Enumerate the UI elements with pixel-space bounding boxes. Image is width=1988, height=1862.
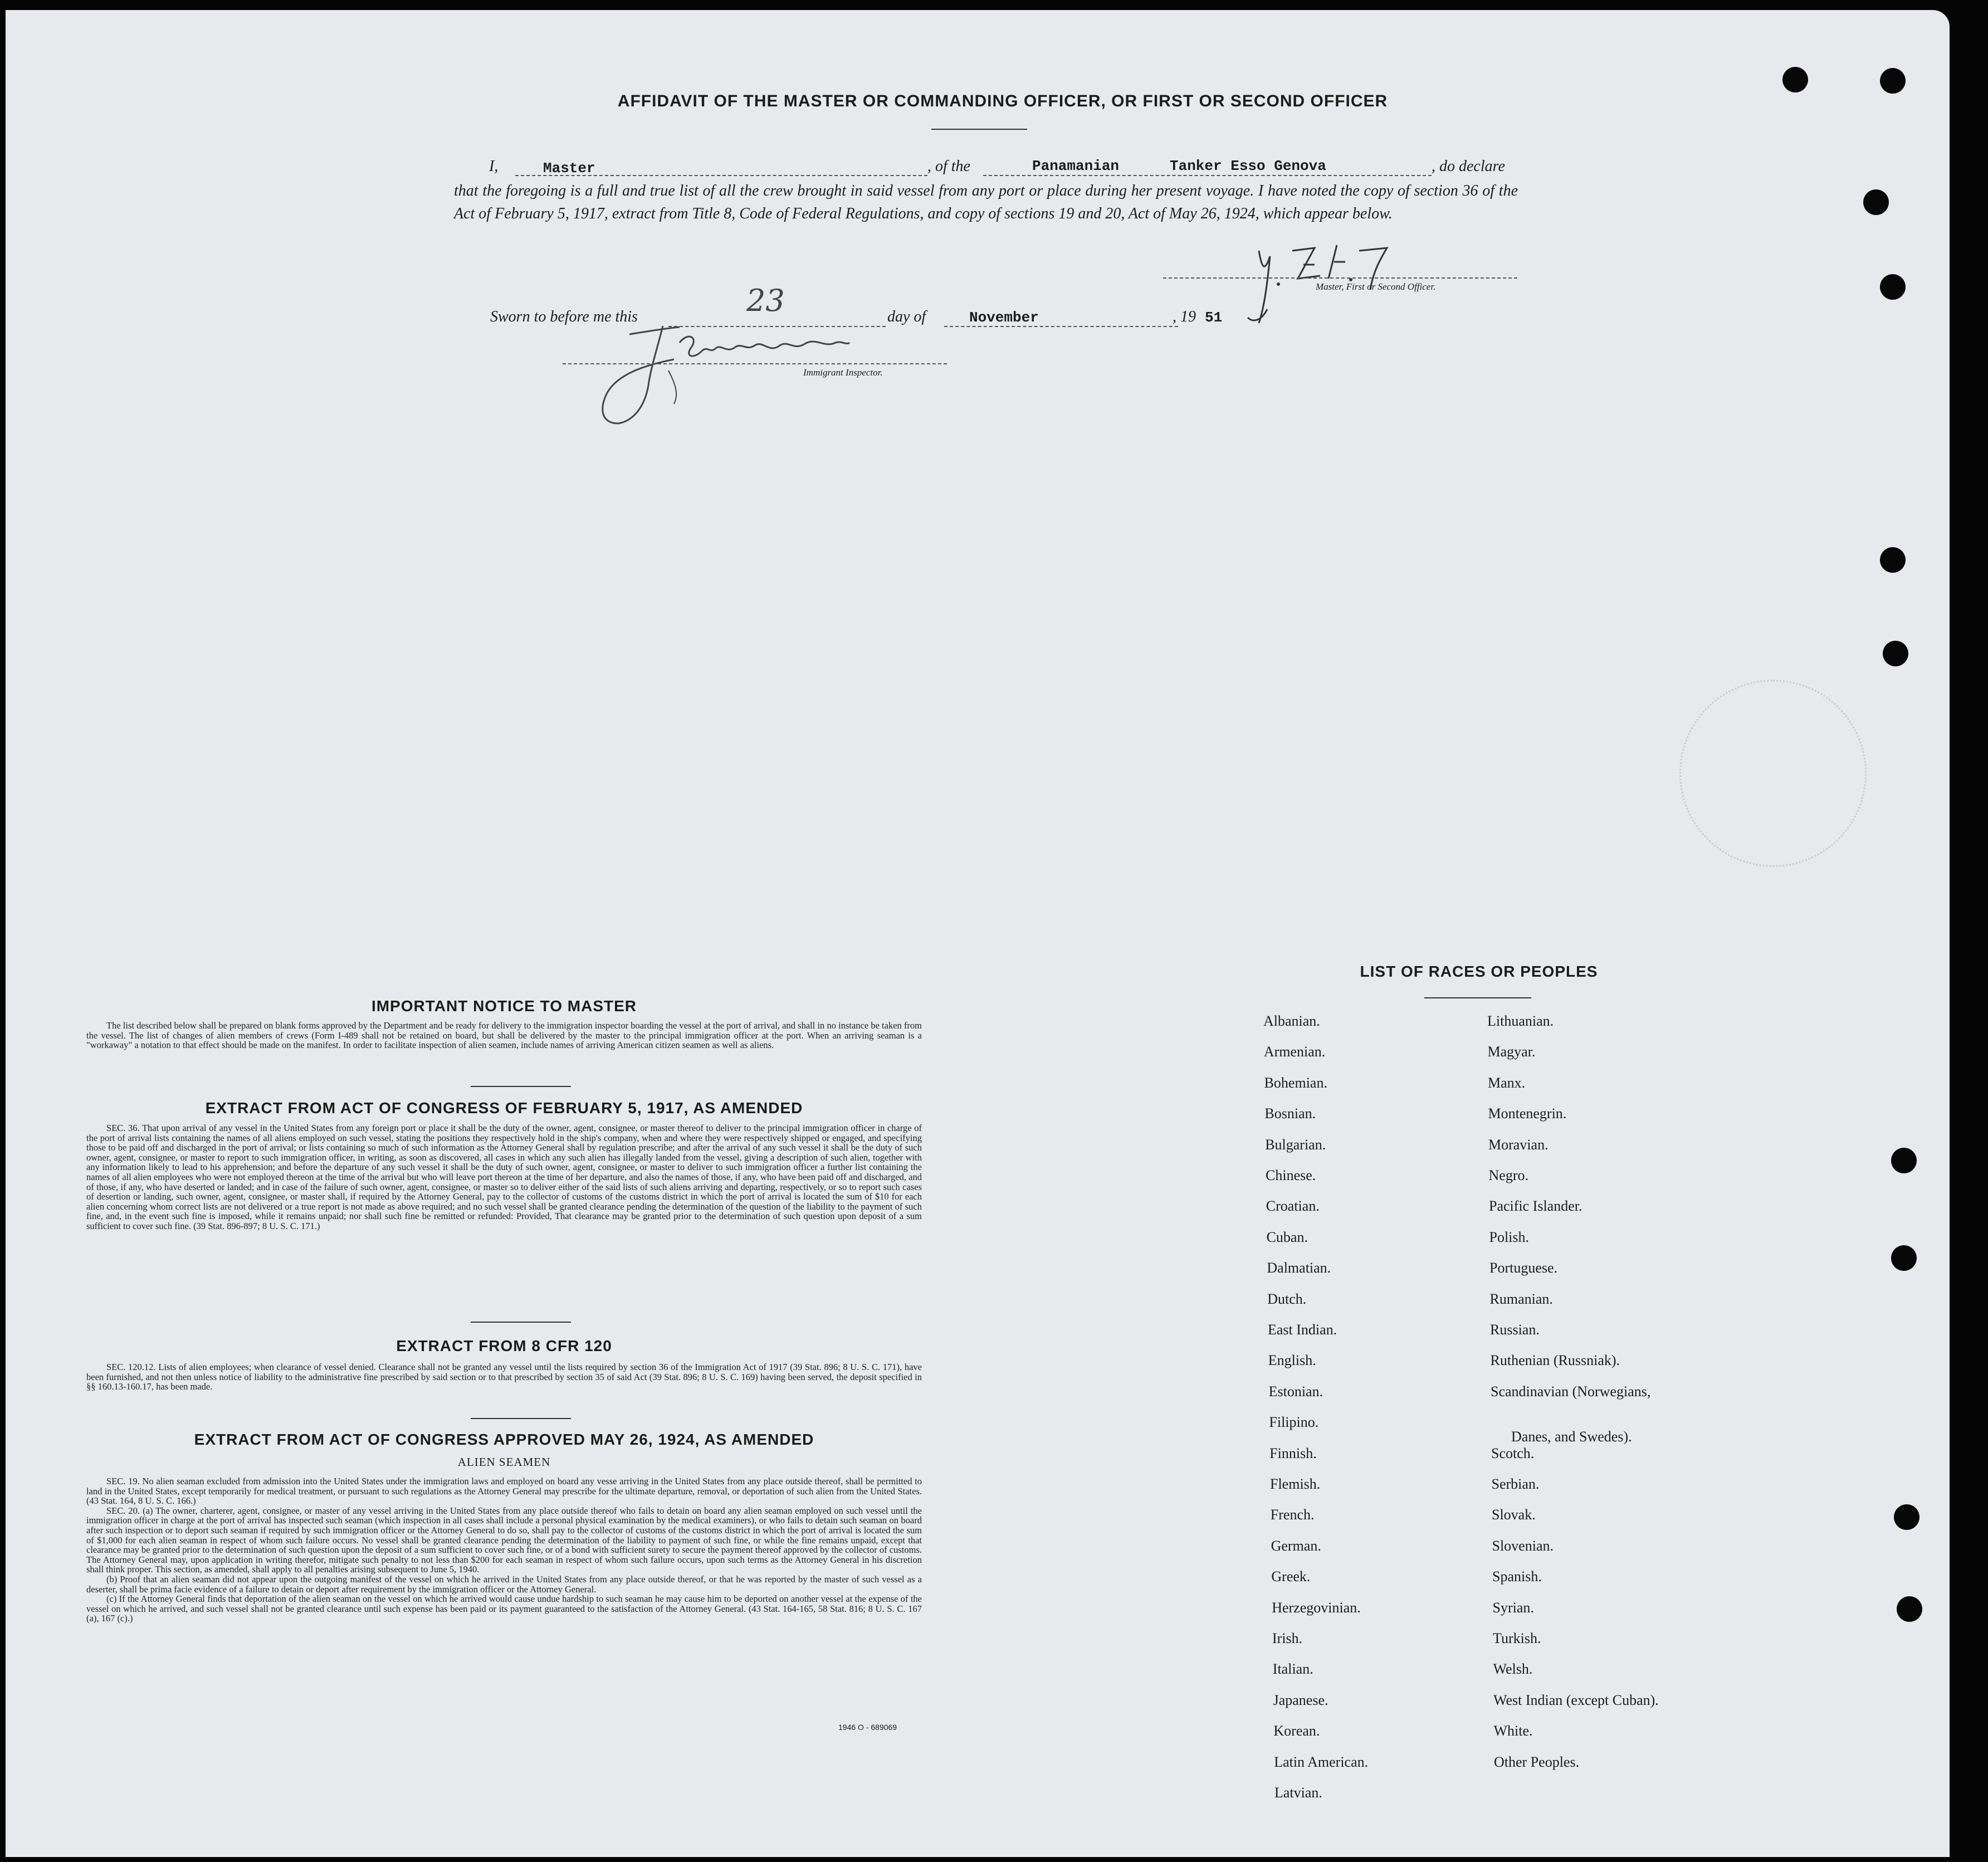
blank-rule: [563, 363, 947, 364]
race-item: Herzegovinian.: [1272, 1599, 1361, 1616]
binder-hole: [1891, 1148, 1917, 1173]
binder-hole: [1883, 641, 1908, 666]
binder-hole: [1880, 274, 1906, 300]
notice-title: IMPORTANT NOTICE TO MASTER: [371, 997, 637, 1015]
race-item: Italian.: [1272, 1661, 1313, 1678]
race-item: Magyar.: [1487, 1044, 1536, 1060]
race-item: Flemish.: [1270, 1476, 1321, 1492]
race-item: Finnish.: [1269, 1445, 1317, 1461]
race-item: Ruthenian (Russniak).: [1490, 1352, 1620, 1369]
binder-hole: [1894, 1504, 1919, 1530]
master-signature-caption: Master, First or Second Officer.: [1316, 281, 1436, 292]
faded-stamp: [1679, 680, 1867, 867]
binder-hole: [1880, 68, 1906, 94]
race-item: West Indian (except Cuban).: [1493, 1692, 1659, 1708]
race-item: Irish.: [1272, 1630, 1303, 1646]
extract-1917-title: EXTRACT FROM ACT OF CONGRESS OF FEBRUARY 5, 1917, AS AMENDED: [205, 1099, 803, 1117]
race-item: Latvian.: [1274, 1785, 1322, 1801]
sec20b-paragraph: (b) Proof that an alien seaman did not appear upon the outgoing manifest of the vessel on which he arrived in the United States from any place outside thereof, or that he was reported by the master of such vessel as a deserter, shall be prima facie evidence of a failure to detain or deport after requirement by the immigration officer or the Attorney General.: [86, 1573, 922, 1595]
section-rule: [471, 1418, 571, 1419]
race-item: Slovenian.: [1492, 1537, 1554, 1554]
section-rule: [471, 1322, 571, 1323]
blank-rule: [944, 326, 1178, 327]
sworn-day: 23: [746, 283, 785, 318]
race-item: Welsh.: [1493, 1661, 1533, 1678]
declarant-title: Master: [543, 160, 595, 177]
extract-cfr-text: [86, 1362, 922, 1392]
sec20c-paragraph: (c) If the Attorney General finds that deportation of the alien seaman on the vessel on which he arrived would cause undue hardship to such seaman he may cause him to be deported on another vessel at the expense of the vessel on which he arrived, and such vessel shall not be granted clearance until such expense has been paid or its payment guaranteed to the satisfaction of the Attorney General. (43 Stat. 164-165, 58 Stat. 816; 8 U. S. C. 167 (a), 167 (c).): [86, 1593, 922, 1624]
race-item: Other Peoples.: [1494, 1753, 1580, 1770]
of-the-label: , of the: [927, 158, 970, 175]
race-item: Russian.: [1490, 1322, 1540, 1338]
race-item: Scandinavian (Norwegians,: [1491, 1383, 1651, 1400]
sec19-paragraph: SEC. 19. No alien seaman excluded from admission into the United States under the immigration laws and employed on board any vesse arriving in the United States from any place outside thereof, shall be permitted to land in the United States, except temporarily for medical treatment, or pursuant to such regulations as the Attorney General may prescribe for the ultimate departure, removal, or deportation of such alien from the United States. (43 Stat. 164, 8 U. S. C. 166.): [86, 1476, 922, 1507]
extract-cfr-title: EXTRACT FROM 8 CFR 120: [396, 1337, 612, 1354]
section-rule: [471, 1086, 571, 1087]
vessel-name: Tanker Esso Genova: [1170, 158, 1326, 174]
race-item: Bosnian.: [1264, 1105, 1316, 1122]
race-item: English.: [1268, 1352, 1316, 1369]
notice-paragraph: The list described below shall be prepared on blank forms approved by the Department and be ready for delivery to the immigration inspector boarding the vessel at the port of arrival, and shall in no instance be taken from the vessel. The list of changes of alien members of crews (Form I-489 shall not be retained on board, but shall be delivered by the master to the principal immigration officer at the port. When an arriving seaman is a "workaway" a notation to that effect should be made on the manifest. In order to facilitate inspection of alien seamen, include names of arriving American citizen seamen as well as aliens.: [86, 1020, 922, 1051]
binder-hole: [1897, 1596, 1922, 1622]
race-item: Spanish.: [1492, 1568, 1542, 1585]
race-item: Pacific Islander.: [1489, 1198, 1582, 1215]
notice-text: [86, 1021, 922, 1050]
race-item: Manx.: [1488, 1074, 1526, 1091]
race-item: Latin American.: [1274, 1753, 1369, 1770]
race-item: Montenegrin.: [1488, 1105, 1567, 1122]
blank-rule: [983, 175, 1432, 176]
race-item: Dutch.: [1267, 1290, 1307, 1307]
race-item: Serbian.: [1491, 1476, 1540, 1492]
affidavit-line-1: [489, 158, 498, 176]
race-item: Albanian.: [1263, 1013, 1320, 1029]
race-item: Bohemian.: [1264, 1074, 1327, 1091]
binder-hole: [1782, 67, 1808, 92]
race-item: Croatian.: [1266, 1198, 1320, 1215]
sworn-year: 51: [1205, 309, 1223, 326]
race-item: Polish.: [1489, 1229, 1530, 1245]
extract-1917-text: [86, 1123, 922, 1231]
sec120-paragraph: SEC. 120.12. Lists of alien employees; when clearance of vessel denied. Clearance shall not be granted any vessel until the lists required by section 36 of the Immigration Act of 1917 (39 Stat. 896; 8 U. S. C. 171), have been furnished, and not then unless notice of liability to the administrative fine prescribed by said section or to that prescribed by section 35 of said Act (39 Stat. 896; 8 U. S. C. 169) having been served, the deposit specified in §§ 160.13-160.17, has been made.: [86, 1362, 922, 1392]
sec20a-paragraph: SEC. 20. (a) The owner, charterer, agent, consignee, or master of any vessel arriving in the United States from any place outside thereof who fails to detain on board any alien seaman employed on such vessel until the immigration officer in charge at the port of arrival has inspected such seaman (which inspection in all cases shall include a personal physical examination by the medical examiners), or who fails to detain such seaman on board after such inspection or to deport such seaman if required by such immigration officer or the Attorney General to do so, shall pay to the collector of customs of the customs district in which the port of arrival is located the sum of $1,000 for each alien seaman in respect of whom such failure occurs. No vessel shall be granted clearance pending the determination of the liability to payment of such fine, or while the fine remains unpaid, except that clearance may be granted prior to the determination of such question upon the deposit of a sum sufficient to cover such fine, or of a bond with sufficient surety to secure the payment thereof approved by the collector of customs. The Attorney General may, upon application in writing therefor, mitigate such penalty to not less than $200 for each seaman in respect of whom such failure occurs, upon such terms as the Attorney General in his discretion shall think proper. This section, as amended, shall apply to all penalties arising subsequent to June 5, 1940.: [86, 1505, 922, 1575]
race-item: Turkish.: [1493, 1630, 1541, 1646]
extract-1924-title: EXTRACT FROM ACT OF CONGRESS APPROVED MAY 26, 1924, AS AMENDED: [194, 1431, 814, 1448]
race-item: White.: [1493, 1723, 1533, 1739]
race-item: Filipino.: [1269, 1414, 1319, 1431]
sworn-month: November: [969, 309, 1039, 326]
do-declare-label: , do declare: [1432, 158, 1505, 175]
alien-seamen-subtitle: ALIEN SEAMEN: [457, 1455, 551, 1469]
sec36-paragraph: SEC. 36. That upon arrival of any vessel in the United States from any foreign port or place it shall be the duty of the owner, agent, consignee, or master thereof to deliver to the principal immigration officer in charge of the port of arrival lists containing the names of all aliens employed on such vessel, stating the positions they respectively hold in the ship's company, when and where they were respectively shipped or engaged, and specifying those to be paid off and discharged in the port of arrival; or lists containing so much of such information as the Attorney General shall by regulation prescribe; and after the arrival of any such vessel it shall be the duty of such owner, agent, consignee, or master to report to such immigration officer, in writing, as soon as discovered, all cases in which any such alien has illegally landed from the vessel, giving a description of such alien, together with any information likely to lead to his apprehension; and before the departure of any such vessel it shall be the duty of such owner, agent, consignee, or master to deliver to such immigration officer a further list containing the names of all alien employees who were not employed thereon at the time of the arrival but who will leave port thereon at the time of her departure, and also the names of those, if any, who have been paid off and discharged, and of those, if any, who have deserted or landed; and in case of the failure of such owner, agent, consignee, or master so to deliver either of the said lists of such aliens arriving and departing, respectively, or so to report such cases of desertion or landing, such owner, agent, consignee, or master shall, if required by the Attorney General, pay to the collector of customs of the customs district in which the port of arrival is located the sum of $10 for each alien concerning whom correct lists are not delivered or a true report is not made as above required; and no such vessel shall be granted clearance pending the determination of the question of the liability to the payment of such fine, and, in the event such fine is imposed, while it remains unpaid; nor shall such fine be remitted or refunded: Provided, That clearance may be granted prior to the determination of such question upon deposit of a sum sufficient to cover such fine. (39 Stat. 896-897; 8 U. S. C. 171.): [86, 1123, 922, 1231]
sworn-prefix: Sworn to before me this: [490, 308, 638, 325]
race-item: Japanese.: [1273, 1692, 1328, 1708]
binder-hole: [1863, 189, 1889, 215]
race-item: Syrian.: [1492, 1599, 1534, 1616]
race-item: Armenian.: [1263, 1044, 1326, 1060]
race-item: French.: [1270, 1507, 1315, 1523]
race-item: Danes, and Swedes).: [1511, 1429, 1632, 1445]
extract-1924-text: [86, 1476, 922, 1624]
declarant-prefix: I,: [489, 158, 499, 175]
races-title: LIST OF RACES OR PEOPLES: [1360, 963, 1598, 980]
print-code: 1946 O - 689069: [838, 1723, 897, 1732]
affidavit-body: that the foregoing is a full and true list of all the crew brought in said vessel from any port or place during her present voyage. I have noted the copy of section 36 of the Act of February 5, 1917, extract from Title 8, Code of Federal Regulations, and copy of sections 19 and 20, Act of May 26, 1924, which appear below.: [454, 182, 1518, 222]
race-item: Dalmatian.: [1267, 1260, 1331, 1276]
vessel-nationality: Panamanian: [1032, 158, 1120, 174]
race-item: Rumanian.: [1489, 1290, 1553, 1307]
race-item: Chinese.: [1266, 1167, 1316, 1183]
race-item: Cuban.: [1266, 1229, 1308, 1245]
race-item: Scotch.: [1491, 1445, 1535, 1461]
race-item: Greek.: [1271, 1568, 1311, 1585]
race-item: Korean.: [1273, 1723, 1320, 1739]
races-title-rule: [1424, 997, 1531, 998]
race-item: Portuguese.: [1489, 1260, 1558, 1276]
race-item: German.: [1271, 1537, 1321, 1554]
race-item: Slovak.: [1492, 1507, 1536, 1523]
affidavit-title: AFFIDAVIT OF THE MASTER OR COMMANDING OFFICER, OR FIRST OR SECOND OFFICER: [617, 92, 1388, 110]
race-item: Lithuanian.: [1487, 1013, 1554, 1029]
binder-hole: [1891, 1245, 1917, 1271]
race-item: Bulgarian.: [1265, 1136, 1326, 1153]
race-item: Estonian.: [1268, 1383, 1323, 1400]
title-rule: [931, 129, 1027, 130]
binder-hole: [1880, 547, 1906, 573]
inspector-caption: Immigrant Inspector.: [803, 367, 883, 378]
day-of-label: day of: [887, 308, 926, 325]
race-item: East Indian.: [1268, 1322, 1337, 1338]
race-item: Moravian.: [1488, 1136, 1549, 1153]
race-item: Negro.: [1488, 1167, 1528, 1183]
year-prefix: , 19: [1173, 308, 1196, 325]
blank-rule: [1163, 277, 1517, 279]
